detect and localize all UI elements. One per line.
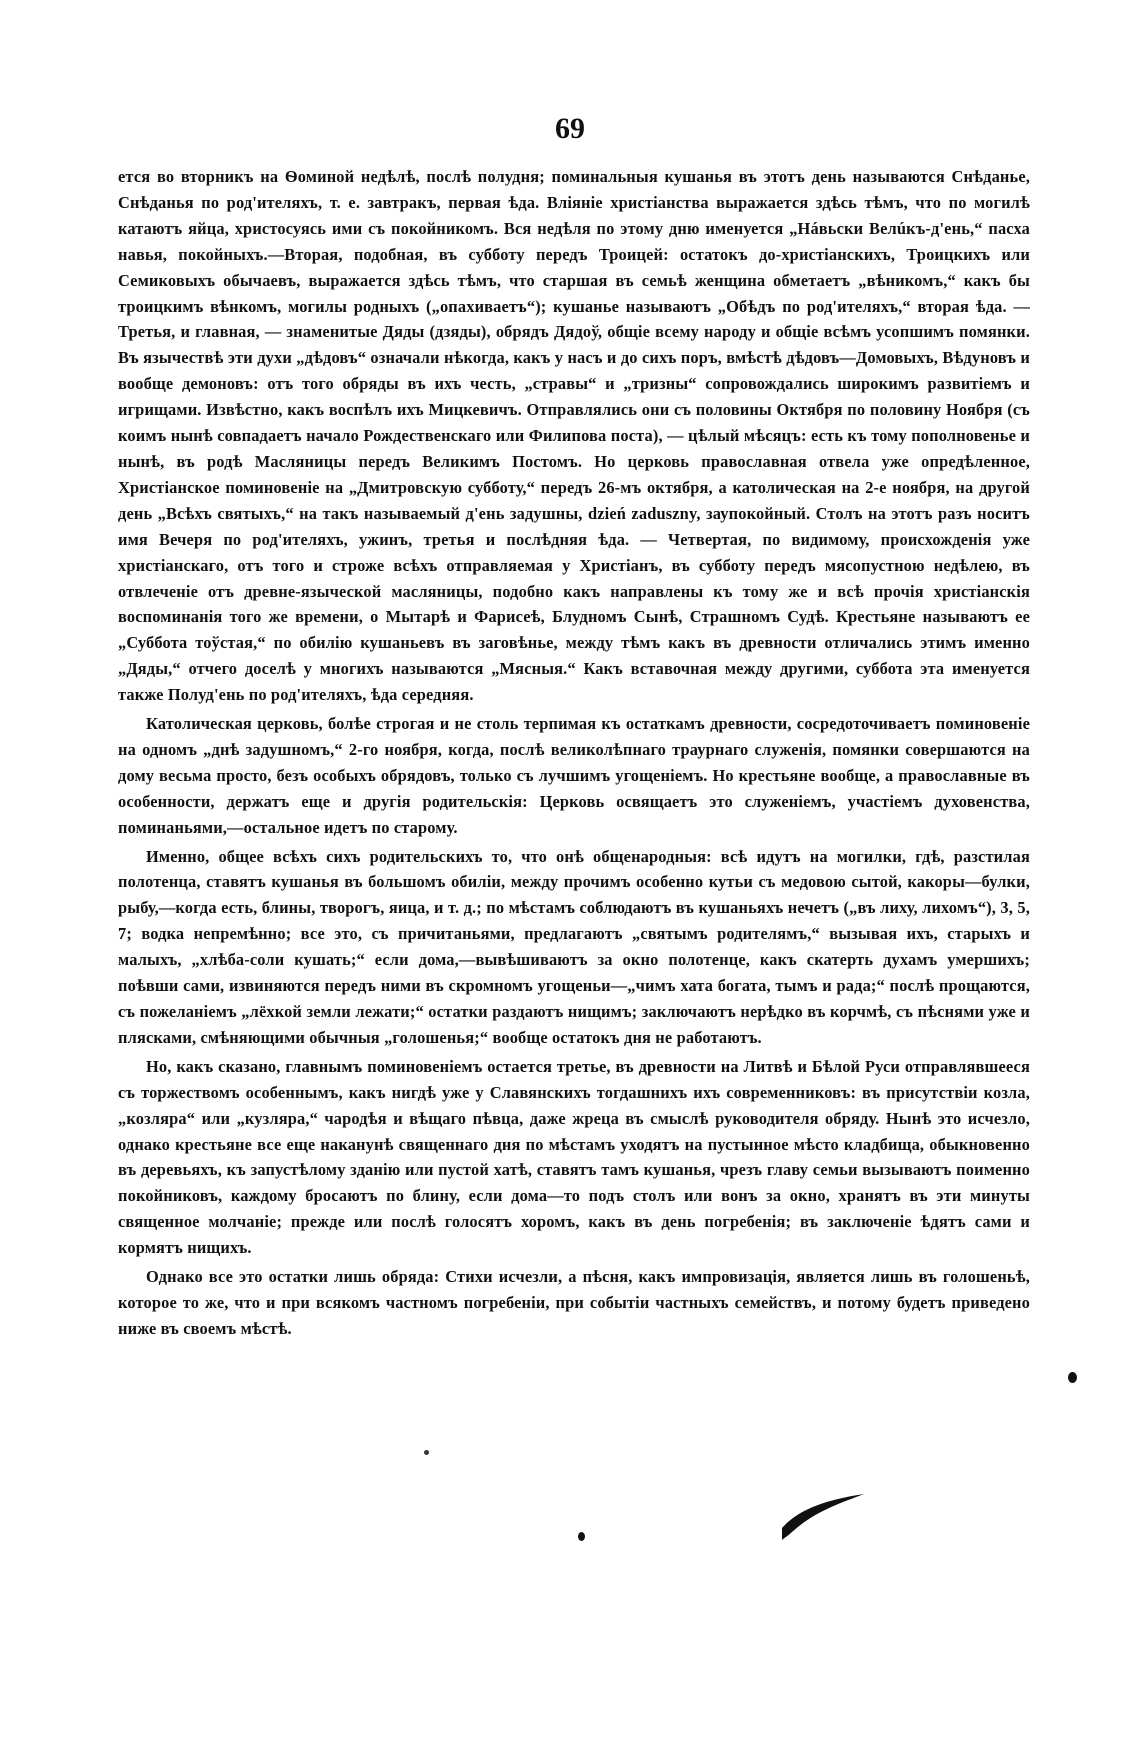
ink-speck [424,1450,429,1455]
paragraph: ется во вторникъ на Ѳоминой недѣлѣ, послѣ полудня; поминальныя кушанья въ этотъ день называются Снѣданье, Снѣданья по род'ителяхъ, т. е. завтракъ, первая ѣда. Вліяніе христіанства выражается здѣсь тѣмъ, что по могилѣ катаютъ яйца, христосуясь ими съ покойникомъ. Вся недѣля по этому дню именуется „Нáвьски Велúкъ-д'ень,“ пасха навья, покойныхъ.—Вторая, подобная, въ субботу передъ Троицей: остатокъ до-христіанскихъ, Троицкихъ или Семиковыхъ обычаевъ, выражается здѣсь тѣмъ, что старшая въ семьѣ женщина обметаетъ „вѣникомъ,“ какъ бы троицкимъ вѣнкомъ, могилы родныхъ („опахиваетъ“); кушанье называютъ „Обѣдъ по род'ителяхъ,“ вторая ѣда. — Третья, и главная, — знаменитые Дяды (дзяды), обрядъ Дядоў, общіе всему народу и общіе всѣмъ усопшимъ помянки. Въ язычествѣ эти духи „дѣдовъ“ означали нѣкогда, какъ у насъ и до сихъ поръ, вмѣстѣ дѣдовъ—Домовыхъ, Вѣдуновъ и вообще демоновъ: отъ того обряды въ ихъ честь, „стравы“ и „тризны“ сопровождались широкимъ развитіемъ и игрищами. Извѣстно, какъ воспѣлъ ихъ Мицкевичъ. Отправлялись они съ половины Октября по половину Ноября (съ коимъ нынѣ совпадаетъ начало Рождественскаго или Филипова поста), — цѣлый мѣсяцъ: есть къ тому пополновенье и нынѣ, въ родѣ Масляницы передъ Великимъ Постомъ. Но церковь православная отвела уже опредѣленное, Христіанское поминовеніе на „Дмитровскую субботу,“ передъ 26-мъ октября, а католическая на 2-е ноября, на другой день „Всѣхъ святыхъ,“ на такъ называемый д'ень задушны, dzień zaduszny, заупокойный. Столъ на этотъ разъ носитъ имя Вечеря по род'ителяхъ, ужинъ, третья и послѣдняя ѣда. — Четвертая, по видимому, происхожденія уже христіанскаго, отъ того и строже всѣхъ отправляемая у Христіанъ, въ субботу передъ мясопустною недѣлею, въ отвлеченіе отъ древне-языческой масляницы, подобно какъ направлены къ тому же и всѣ прочія христіанскія воспоминанія того же времени, о Мытарѣ и Фарисеѣ, Блудномъ Сынѣ, Страшномъ Судѣ. Крестьяне называютъ ее „Суббота тоўстая,“ по обилію кушаньевъ въ заговѣнье, между тѣмъ какъ въ древности отличались этимъ именно „Дяды,“ отчего доселѣ у многихъ называются „Мясныя.“ Какъ вставочная между другими, суббота эта именуется также Полуд'ень по род'ителяхъ, ѣда середняя. [118,167,1030,705]
paragraph: Однако все это остатки лишь обряда: Стихи исчезли, а пѣсня, какъ импровизація, является лишь въ голошеньѣ, которое то же, что и при всякомъ частномъ погребеніи, при событіи частныхъ семействъ, и потому будетъ приведено ниже въ своемъ мѣстѣ. [118,1267,1030,1338]
asterisk-mark [578,1532,585,1541]
body-text [118,164,1030,1342]
page-number: 69 [555,112,585,145]
ink-flourish-mark [778,1484,868,1544]
paragraph: Но, какъ сказано, главнымъ поминовеніемъ остается третье, въ древности на Литвѣ и Бѣлой Руси отправлявшееся съ торжествомъ особеннымъ, какъ нигдѣ уже у Славянскихъ тогдашнихъ ихъ современниковъ: въ присутствіи козла, „козляра“ или „кузляра,“ чародѣя и вѣщаго пѣвца, даже жреца въ смыслѣ руководителя обряду. Нынѣ это исчезло, однако крестьяне все еще наканунѣ священнаго дня по мѣстамъ уходятъ на пустынное мѣсто кладбища, обыкновенно въ деревьяхъ, къ запустѣлому зданію или пустой хатѣ, ставятъ тамъ кушанья, чрезъ главу семьи вызываютъ поименно покойниковъ, каждому бросаютъ по блину, если дома—то подъ столъ или вонъ за окно, хранятъ въ эти минуты священное молчаніе; прежде или послѣ голосятъ хоромъ, какъ въ день погребенія; въ заключеніе ѣдятъ сами и кормятъ нищихъ. [118,1056,1030,1258]
paragraph: Именно, общее всѣхъ сихъ родительскихъ то, что онѣ общенародныя: всѣ идутъ на могилки, гдѣ, разстилая полотенца, ставятъ кушанья въ большомъ обиліи, между прочимъ особенно кутьи съ медовою сытой, какоры—булки, рыбу,—когда есть, блины, творогъ, яица, и т. д.; по мѣстамъ соблюдаютъ въ кушаньяхъ нечетъ („въ лиху, лихомъ“), 3, 5, 7; водка непремѣнно; все это, съ причитаньями, предлагаютъ „святымъ родителямъ,“ вызывая ихъ, старыхъ и малыхъ, „хлѣба-соли кушать;“ если дома,—вывѣшиваютъ за окно полотенце, какъ скатерть духамъ умершихъ; поѣвши сами, извиняются передъ ними въ скромномъ угощеньи—„чимъ хата богата, тымъ и рада;“ послѣ прощаются, съ пожеланіемъ „лёхкой земли лежати;“ остатки раздаютъ нищимъ; заключаютъ нерѣдко въ корчмѣ, съ пѣснями уже и плясками, смѣняющими обычныя „голошенья;“ вообще остатокъ дня не работаютъ. [118,846,1030,1047]
margin-ink-dot [1068,1372,1077,1383]
paragraph: Католическая церковь, болѣе строгая и не столь терпимая къ остаткамъ древности, сосредоточиваетъ поминовеніе на одномъ „днѣ задушномъ,“ 2-го ноября, когда, послѣ великолѣпнаго траурнаго служенія, помянки совершаются на дому весьма просто, безъ особыхъ обрядовъ, только съ лучшимъ угощеніемъ. Но крестьяне вообще, а православные въ особенности, держатъ еще и другія родительскія: Церковь освящаетъ это служеніемъ, участіемъ духовенства, поминаньями,—остальное идетъ по старому. [118,714,1030,837]
